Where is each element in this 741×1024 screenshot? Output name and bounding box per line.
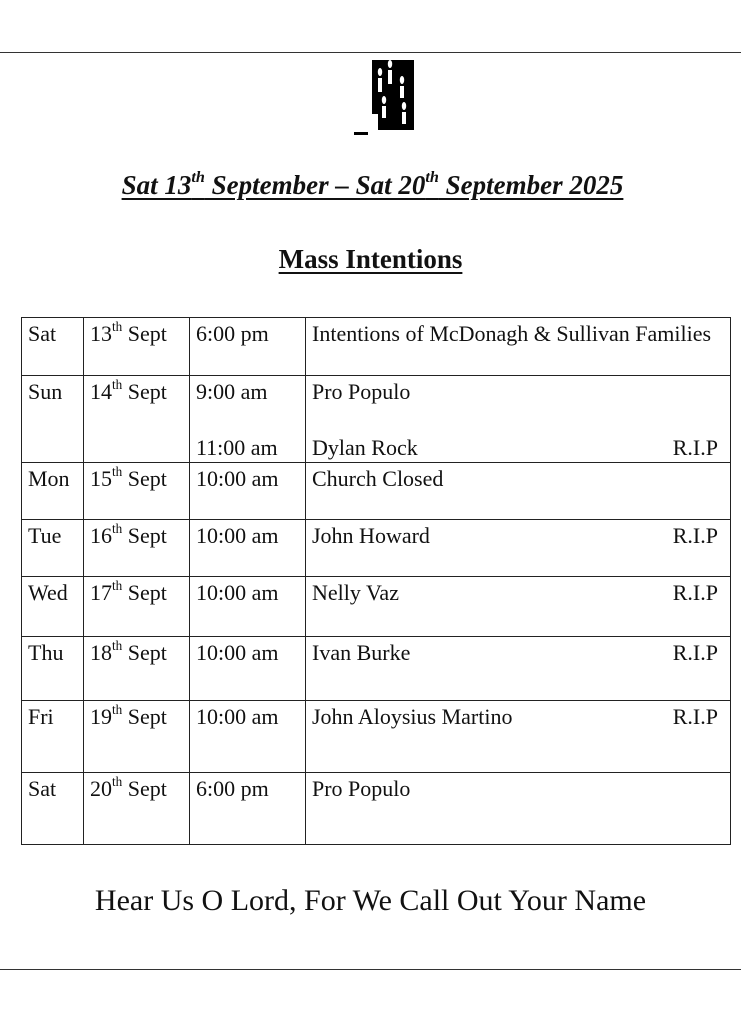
mass-time: 10:00 am <box>196 640 279 665</box>
top-divider <box>0 52 741 53</box>
table-row <box>22 773 731 845</box>
table-row <box>22 577 731 637</box>
intention-cell <box>306 376 731 463</box>
date-cell: 13th Sept <box>84 318 190 376</box>
day-cell: Fri <box>22 701 84 773</box>
day-cell: Sat <box>22 318 84 376</box>
time-cell <box>190 318 306 376</box>
mass-time: 10:00 am <box>196 466 279 491</box>
date-cell: 18th Sept <box>84 637 190 701</box>
date-cell: 19th Sept <box>84 701 190 773</box>
rip-label: R.I.P <box>672 640 718 665</box>
table-row <box>22 463 731 520</box>
date-cell: 20th Sept <box>84 773 190 845</box>
intention-text: Ivan Burke <box>312 640 411 665</box>
day-cell: Mon <box>22 463 84 520</box>
intention-cell <box>306 577 731 637</box>
day-cell: Sun <box>22 376 84 463</box>
day-cell: Wed <box>22 577 84 637</box>
time-cell <box>190 701 306 773</box>
time-cell <box>190 637 306 701</box>
intention-text: Nelly Vaz <box>312 580 399 605</box>
date-cell: 17th Sept <box>84 577 190 637</box>
mass-time: 6:00 pm <box>196 776 269 801</box>
bottom-divider <box>0 969 741 970</box>
intention-text: Pro Populo <box>312 379 411 404</box>
mass-intentions-table <box>21 317 731 845</box>
intention-cell <box>306 637 731 701</box>
intention-text: Dylan Rock <box>312 435 418 460</box>
intention-cell <box>306 520 731 577</box>
mass-time: 9:00 am <box>196 379 268 404</box>
time-cell <box>190 520 306 577</box>
day-cell: Thu <box>22 637 84 701</box>
date-cell: 15th Sept <box>84 463 190 520</box>
rip-label: R.I.P <box>672 523 718 548</box>
table-row <box>22 520 731 577</box>
time-cell <box>190 577 306 637</box>
intention-cell <box>306 463 731 520</box>
rip-label: R.I.P <box>672 435 718 460</box>
time-cell <box>190 376 306 463</box>
table-row <box>22 637 731 701</box>
intention-text: John Aloysius Martino <box>312 704 513 729</box>
time-cell <box>190 773 306 845</box>
time-cell <box>190 463 306 520</box>
intention-text: Church Closed <box>312 466 444 491</box>
date-cell: 16th Sept <box>84 520 190 577</box>
table-row <box>22 376 731 463</box>
mass-time: 10:00 am <box>196 704 279 729</box>
day-cell: Sat <box>22 773 84 845</box>
mass-time: 11:00 am <box>196 435 278 460</box>
intention-cell <box>306 701 731 773</box>
day-cell: Tue <box>22 520 84 577</box>
rip-label: R.I.P <box>672 580 718 605</box>
date-cell: 14th Sept <box>84 376 190 463</box>
page-title: Mass Intentions <box>278 244 463 274</box>
intention-text: Intentions of McDonagh & Sullivan Families <box>312 321 712 346</box>
footer-prayer: Hear Us O Lord, For We Call Out Your Name <box>94 884 647 917</box>
intention-cell <box>306 773 731 845</box>
date-range-heading: Sat 13th September – Sat 20th September 2025 <box>121 167 624 200</box>
rip-label: R.I.P <box>672 704 718 729</box>
mass-time: 10:00 am <box>196 580 279 605</box>
table-row <box>22 318 731 376</box>
intention-text: Pro Populo <box>312 776 411 801</box>
table-row <box>22 701 731 773</box>
mass-time: 6:00 pm <box>196 321 269 346</box>
candles-icon <box>352 56 416 140</box>
intention-text: John Howard <box>312 523 430 548</box>
mass-time: 10:00 am <box>196 523 279 548</box>
intention-cell <box>306 318 731 376</box>
